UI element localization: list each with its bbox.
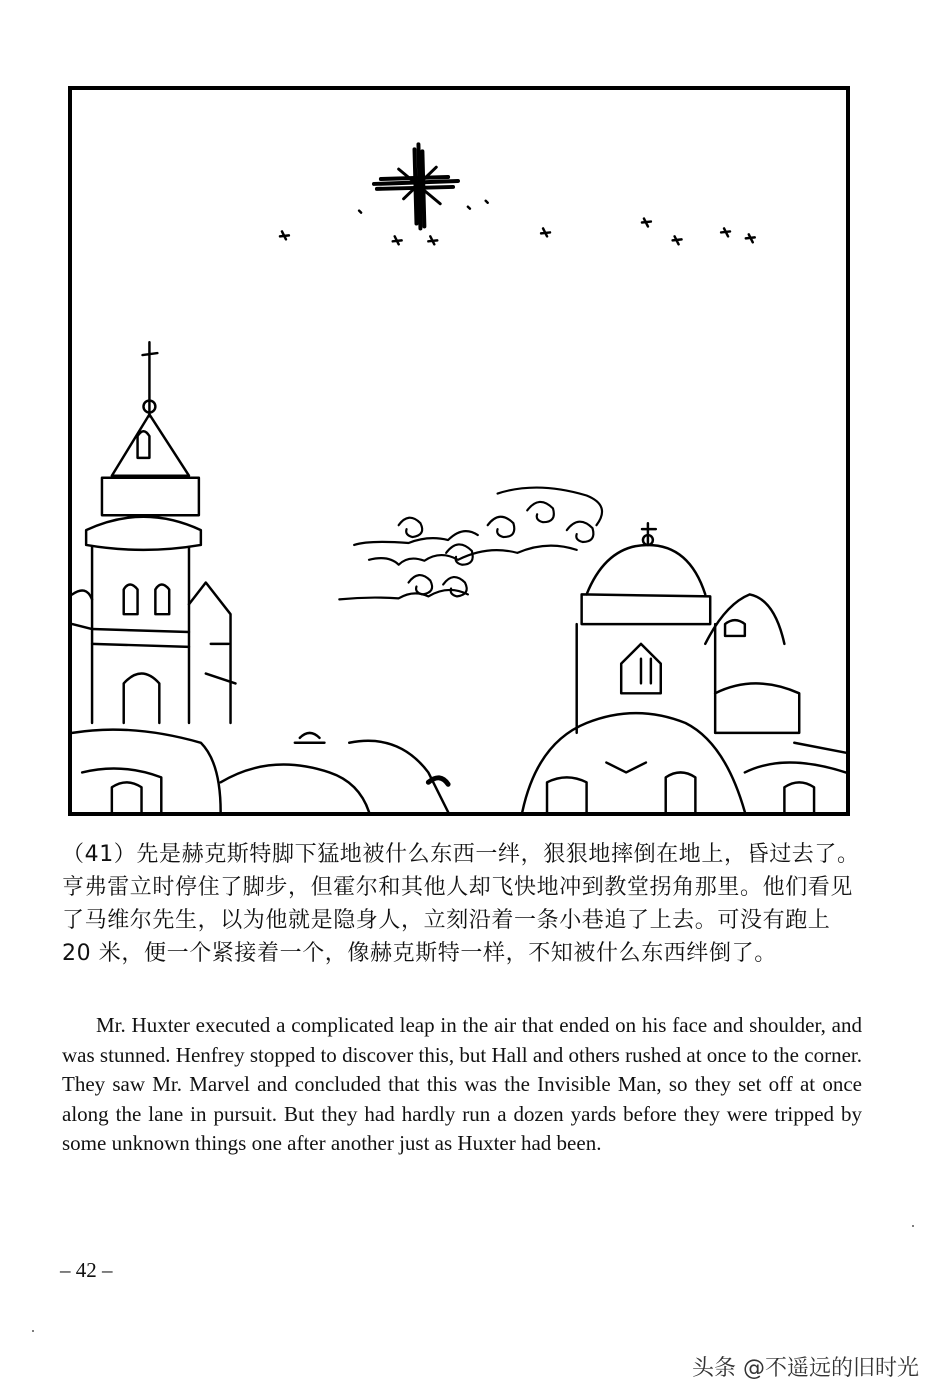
scan-speck	[32, 1330, 34, 1332]
illustration-frame	[68, 86, 850, 816]
chinese-paragraph: （41）先是赫克斯特脚下猛地被什么东西一绊，狠狠地摔倒在地上，昏过去了。亨弗雷立时停住了脚步，但霍尔和其他人却飞快地冲到教堂拐角那里。他们看见了马维尔先生，以为他就是隐身人，立刻沿着一条小巷追了上去。可没有跑上 20 米，便一个紧接着一个，像赫克斯特一样，不知被什么东西绊倒了。	[62, 842, 860, 966]
watermark: 头条 @不遥远的旧时光	[692, 1356, 919, 1381]
foreground-buildings	[72, 713, 845, 812]
scan-speck	[912, 1225, 914, 1227]
right-domed-church	[577, 523, 846, 752]
left-church-tower	[72, 342, 235, 723]
big-star-icon	[374, 144, 458, 228]
page-number: – 42 –	[60, 1258, 113, 1282]
clouds	[339, 488, 602, 600]
small-stars	[280, 201, 755, 245]
english-paragraph: Mr. Huxter executed a complicated leap in the air that ended on his face and shoulder, and was stunned. Henfrey stopped to discover this, but Hall and others rushed at once to the corner. They saw Mr. Marvel and concluded that this was the Invisible Man, so they set off at once along the lane in pursuit. But they had hardly run a dozen yards before they were tripped by some unknown things one after another just as Huxter had been.	[62, 1013, 862, 1156]
town-night-illustration	[72, 90, 846, 812]
